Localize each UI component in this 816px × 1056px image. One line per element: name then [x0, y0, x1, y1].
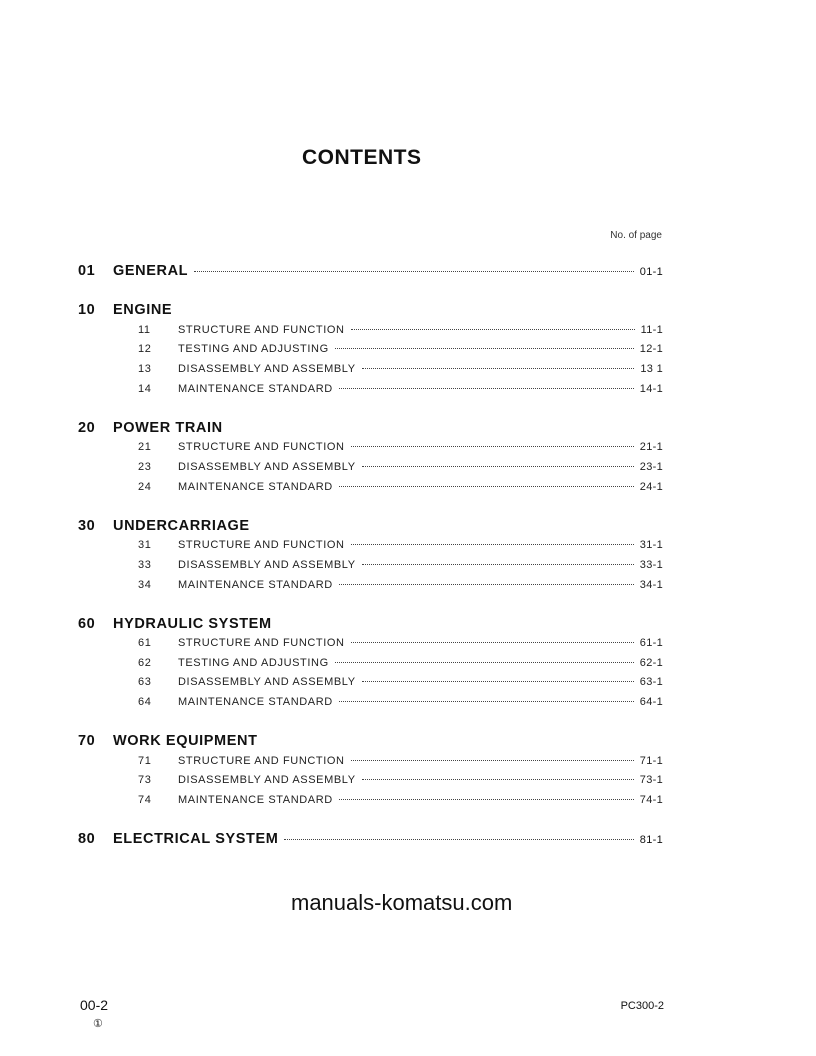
dot-leader — [362, 779, 634, 780]
item-page: 33-1 — [639, 558, 663, 571]
section-title: ELECTRICAL SYSTEM — [113, 831, 279, 848]
section-number: 80 — [78, 831, 96, 848]
dot-leader — [339, 799, 634, 800]
item-title: MAINTENANCE STANDARD — [178, 794, 333, 807]
dot-leader — [339, 486, 634, 487]
item-number: 62 — [138, 656, 152, 669]
item-number: 64 — [138, 696, 152, 709]
toc-item-row — [78, 360, 663, 380]
item-title: MAINTENANCE STANDARD — [178, 480, 333, 493]
item-title: MAINTENANCE STANDARD — [178, 578, 333, 591]
item-number: 34 — [138, 578, 152, 591]
toc-item-row — [78, 380, 663, 400]
item-title: STRUCTURE AND FUNCTION — [178, 323, 345, 336]
table-of-contents — [78, 262, 663, 850]
item-title: TESTING AND ADJUSTING — [178, 343, 329, 356]
page-title: CONTENTS — [302, 146, 422, 169]
item-page: 73-1 — [639, 774, 663, 787]
item-title: DISASSEMBLY AND ASSEMBLY — [178, 676, 356, 689]
item-page: 11-1 — [640, 323, 663, 336]
section-number: 20 — [78, 419, 96, 436]
page-column-header: No. of page — [610, 230, 662, 241]
item-page: 21-1 — [639, 441, 663, 454]
toc-item-row — [78, 576, 663, 596]
item-page: 63-1 — [639, 676, 663, 689]
item-title: DISASSEMBLY AND ASSEMBLY — [178, 460, 356, 473]
dot-leader — [362, 368, 635, 369]
section-title: POWER TRAIN — [113, 419, 223, 436]
item-title: STRUCTURE AND FUNCTION — [178, 539, 345, 552]
item-number: 74 — [138, 794, 152, 807]
toc-item-row — [78, 771, 663, 791]
section-number: 30 — [78, 517, 96, 534]
toc-item-row — [78, 340, 663, 360]
item-number: 31 — [138, 539, 152, 552]
toc-section-row — [78, 732, 663, 752]
item-page: 14-1 — [639, 382, 663, 395]
item-page: 24-1 — [639, 480, 663, 493]
dot-leader — [362, 466, 634, 467]
item-number: 23 — [138, 460, 152, 473]
item-page: 74-1 — [639, 794, 663, 807]
item-number: 13 — [138, 362, 152, 375]
item-title: DISASSEMBLY AND ASSEMBLY — [178, 362, 356, 375]
toc-item-row — [78, 791, 663, 811]
toc-item-row — [78, 438, 663, 458]
item-number: 73 — [138, 774, 152, 787]
item-page: 61-1 — [639, 637, 663, 650]
section-title: HYDRAULIC SYSTEM — [113, 615, 272, 632]
item-number: 21 — [138, 441, 152, 454]
section-number: 60 — [78, 615, 96, 632]
toc-item-row — [78, 673, 663, 693]
item-title: STRUCTURE AND FUNCTION — [178, 441, 345, 454]
toc-section-row — [78, 262, 663, 282]
item-page: 64-1 — [639, 696, 663, 709]
item-number: 24 — [138, 480, 152, 493]
toc-item-row — [78, 458, 663, 478]
toc-item-row — [78, 634, 663, 654]
section-page: 81-1 — [639, 834, 663, 847]
footer-page-number: 00-2 — [80, 997, 109, 1013]
item-page: 12-1 — [639, 343, 663, 356]
item-page: 34-1 — [639, 578, 663, 591]
dot-leader — [351, 446, 634, 447]
item-number: 61 — [138, 637, 152, 650]
item-number: 33 — [138, 558, 152, 571]
item-title: DISASSEMBLY AND ASSEMBLY — [178, 558, 356, 571]
toc-item-row — [78, 556, 663, 576]
toc-section-row — [78, 615, 663, 635]
section-title: UNDERCARRIAGE — [113, 517, 250, 534]
section-number: 70 — [78, 733, 96, 750]
footer-model: PC300-2 — [620, 1000, 664, 1012]
item-number: 71 — [138, 754, 152, 767]
toc-section-row — [78, 301, 663, 321]
section-title: ENGINE — [113, 302, 173, 319]
item-title: TESTING AND ADJUSTING — [178, 656, 329, 669]
toc-section-row — [78, 830, 663, 850]
toc-section-row — [78, 517, 663, 537]
dot-leader — [335, 348, 634, 349]
item-title: DISASSEMBLY AND ASSEMBLY — [178, 774, 356, 787]
item-page: 62-1 — [639, 656, 663, 669]
section-number: 10 — [78, 302, 96, 319]
item-number: 11 — [138, 323, 151, 336]
section-number: 01 — [78, 263, 96, 279]
dot-leader — [339, 584, 634, 585]
watermark: manuals-komatsu.com — [291, 890, 513, 915]
dot-leader — [362, 681, 634, 682]
dot-leader — [284, 839, 633, 840]
dot-leader — [351, 760, 634, 761]
dot-leader — [351, 544, 634, 545]
section-title: WORK EQUIPMENT — [113, 733, 258, 750]
dot-leader — [194, 271, 634, 272]
dot-leader — [351, 642, 634, 643]
dot-leader — [339, 388, 634, 389]
item-number: 14 — [138, 382, 152, 395]
item-title: MAINTENANCE STANDARD — [178, 382, 333, 395]
item-title: STRUCTURE AND FUNCTION — [178, 637, 345, 650]
dot-leader — [362, 564, 634, 565]
section-title: GENERAL — [113, 263, 189, 279]
footer-revision-mark: ① — [93, 1018, 103, 1030]
toc-section-row — [78, 419, 663, 439]
dot-leader — [339, 701, 634, 702]
item-page: 31-1 — [639, 539, 663, 552]
item-title: STRUCTURE AND FUNCTION — [178, 754, 345, 767]
toc-item-row — [78, 693, 663, 713]
item-page: 71-1 — [639, 754, 663, 767]
toc-item-row — [78, 536, 663, 556]
dot-leader — [335, 662, 634, 663]
item-title: MAINTENANCE STANDARD — [178, 696, 333, 709]
toc-item-row — [78, 654, 663, 674]
item-page: 23-1 — [639, 460, 663, 473]
item-number: 12 — [138, 343, 152, 356]
section-page: 01-1 — [639, 266, 663, 278]
toc-item-row — [78, 321, 663, 341]
item-page: 13 1 — [640, 362, 663, 375]
dot-leader — [351, 329, 635, 330]
item-number: 63 — [138, 676, 152, 689]
toc-item-row — [78, 752, 663, 772]
toc-item-row — [78, 478, 663, 498]
